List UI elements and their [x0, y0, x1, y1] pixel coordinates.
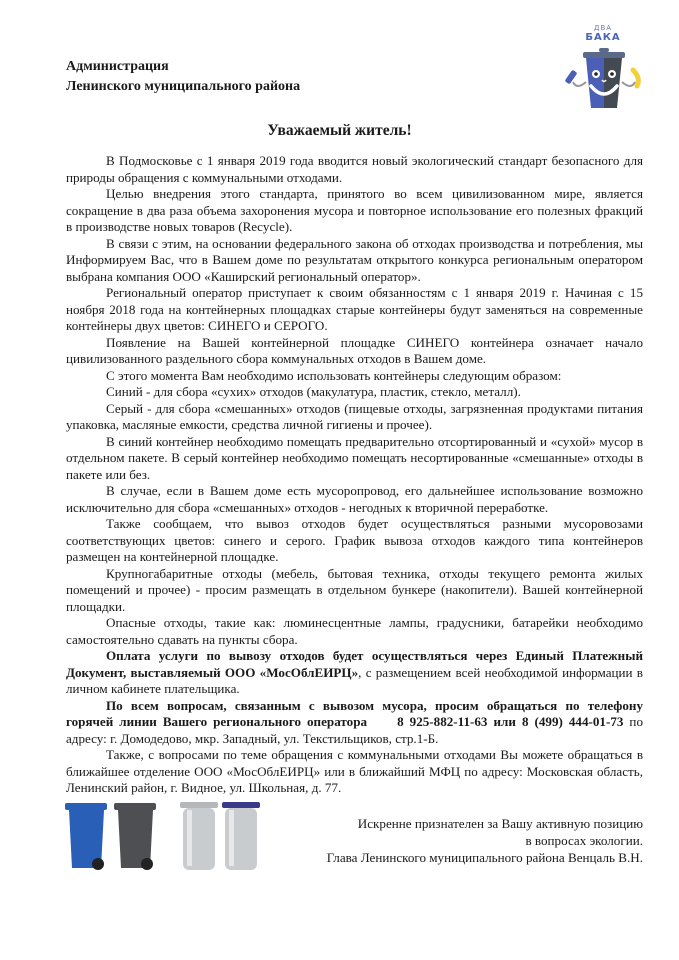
logo-big-text: БАКА	[585, 32, 621, 43]
gray-wheelie-bin-icon	[114, 803, 156, 870]
paragraph-blue-container: Появление на Вашей контейнерной площадке СИНЕГО контейнера означает начало цивилизованного раздельного сбора коммунальных отходов в Вашем доме.	[66, 334, 643, 366]
paragraph-garbage-chute: В случае, если в Вашем доме есть мусоропровод, его дальнейшее использование возможно исключительно для сбора «смешанных» отходов - негодных к вторичной переработке.	[66, 483, 643, 515]
metal-bin-blue-lid-icon	[222, 802, 260, 870]
paragraph-operator-start: Региональный оператор приступает к своим обязанностям с 1 января 2019 г. Начиная с 15 ноября 2018 года на контейнерных площадках старые контейнеры будут заменяться на современные контейнеры двух цветов: СИНЕГО и СЕРОГО.	[66, 285, 643, 333]
metal-bin-icon	[180, 802, 218, 870]
paragraph-blue-usage: Синий - для сбора «сухих» отходов (макулатура, пластик, стекло, металл).	[106, 384, 521, 399]
paragraph-contacts: Также, с вопросами по теме обращения с коммунальными отходами Вы можете обращаться в ближайшее отделение ООО «МосОблЕИРЦ» или в ближайший МФЦ по адресу: Московская область, Ленинский район, г. Видное, ул. Школьная, д. 77.	[66, 747, 643, 795]
paragraph-operator-selected: В связи с этим, на основании федерального закона об отходах производства и потребления, мы Информируем Вас, что в Вашем доме по результатам открытого конкурса региональным оператором выбрана компания ООО «Каширский региональный оператор».	[66, 235, 643, 284]
paragraph-sorting-rules: В синий контейнер необходимо помещать предварительно отсортированный и «сухой» мусор в отдельном пакете. В серый контейнер необходимо помещать несортированные «смешанные» отходы в пакете или без.	[66, 433, 643, 482]
paragraph-usage-intro: С этого момента Вам необходимо использовать контейнеры следующим образом:	[106, 367, 562, 383]
smiling-two-color-trash-bin-icon	[553, 20, 653, 120]
issuer-header	[66, 57, 300, 97]
signoff-line-2: в вопросах экологии.	[525, 833, 643, 848]
paragraph-payment	[66, 648, 643, 698]
hotline-intro: По всем вопросам, связанным с вывозом мусора, просим обращаться по телефону горячей линии Вашего регионального оператора	[66, 697, 643, 729]
hotline-phone-2: 8 (499) 444-01-73	[521, 714, 624, 729]
paragraph-hotline	[66, 698, 643, 748]
signoff-line-1: Искренне признателен за Вашу активную позицию	[357, 816, 643, 831]
paragraph-goal: Целью внедрения этого стандарта, принятого во всем цивилизованном мире, является сокращение в два раза объема захоронения мусора и повторное использование его полезных фракций в производстве новых товаров (Recycle).	[66, 186, 643, 234]
dva-baka-logo	[553, 20, 653, 120]
paragraph-hazardous-waste: Опасные отходы, такие как: люминесцентные лампы, градусники, батарейки необходимо самостоятельно сдавать на пункты сбора.	[66, 615, 643, 647]
signoff-signature: Глава Ленинского муниципального района Венцаль В.Н.	[326, 850, 643, 865]
letter-body	[66, 153, 643, 797]
hotline-address: по адресу: г. Домодедово, мкр. Западный, ул. Текстильщиков, стр.1-Б.	[66, 714, 643, 746]
hotline-phone-1: 8 925-882-11-63	[397, 714, 488, 729]
payment-rest-text: , с размещением всей необходимой информации в личном кабинете плательщика.	[66, 664, 643, 696]
paragraph-bulky-waste: Крупногабаритные отходы (мебель, бытовая техника, отходы текущего ремонта жилых помещений и прочее) - просим размещать в отдельном бункере (накопители). Вашей контейнерной площадки.	[66, 565, 643, 614]
hotline-or: или	[487, 714, 522, 729]
paragraph-collection-trucks: Также сообщаем, что вывоз отходов будет осуществляться разными мусоровозами соответствующих цветов: синего и серого. График вывоза отходов каждого типа контейнеров размещен на контейнерной площадке.	[66, 516, 643, 564]
greeting-title: Уважаемый житель!	[267, 122, 412, 139]
paragraph-gray-usage: Серый - для сбора «смешанных» отходов (пищевые отходы, загрязненная продуктами питания упаковка, масляные емкости, средства личной гигиены и прочее).	[66, 400, 643, 432]
blue-wheelie-bin-icon	[65, 803, 107, 870]
signoff	[327, 815, 643, 866]
issuer-line-1: Администрация	[66, 59, 169, 74]
issuer-line-2: Ленинского муниципального района	[66, 79, 301, 94]
waste-bins-photo	[62, 800, 292, 875]
logo-small-text: ДВА	[593, 24, 613, 32]
paragraph-new-standard: В Подмосковье с 1 января 2019 года вводится новый экологический стандарт безопасного для природы обращения с коммунальными отходами.	[66, 153, 643, 185]
payment-bold-text: Оплата услуги по вывозу отходов будет осуществляться через Единый Платежный Документ, выставляемый ООО «МосОблЕИРЦ»	[66, 648, 643, 680]
